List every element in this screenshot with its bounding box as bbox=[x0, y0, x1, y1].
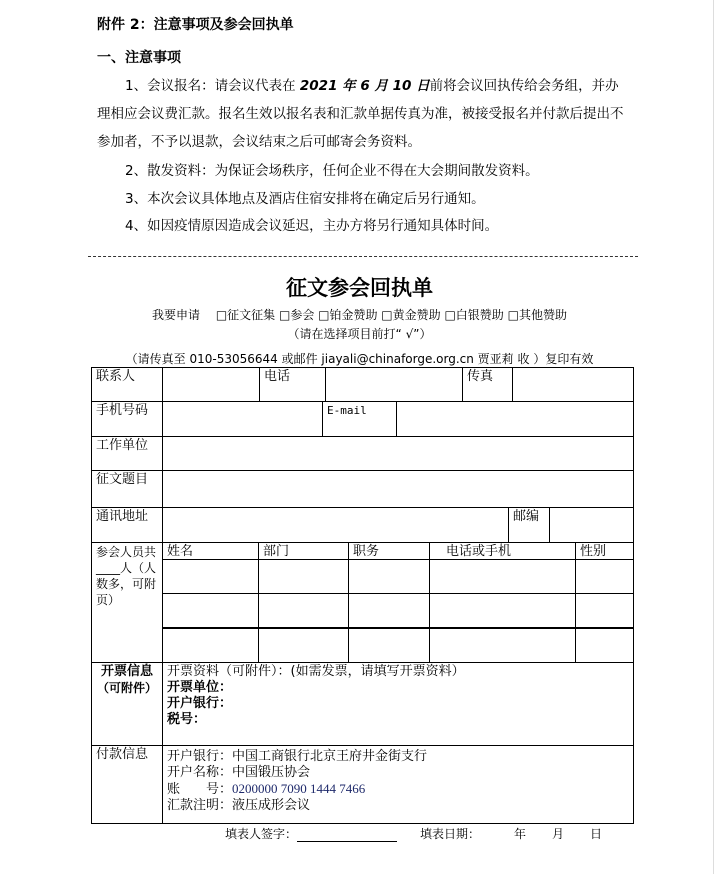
sign-line[interactable] bbox=[297, 841, 397, 842]
mobile-input[interactable] bbox=[162, 401, 323, 437]
apply-options[interactable]: 我要申请 □征文征集 □参会 □铂金赞助 □黄金赞助 □白银赞助 □其他赞助 bbox=[152, 308, 567, 322]
col-title: 职务 bbox=[348, 542, 430, 560]
col-name: 姓名 bbox=[162, 542, 259, 560]
form-title: 征文参会回执单 bbox=[286, 276, 433, 300]
contact-label: 联系人 bbox=[91, 367, 163, 402]
unit-label: 工作单位 bbox=[91, 436, 163, 471]
attendee-cell[interactable] bbox=[348, 628, 430, 663]
attendee-cell[interactable] bbox=[429, 559, 576, 594]
year-label: 年 bbox=[514, 827, 527, 841]
attendee-cell[interactable] bbox=[348, 593, 430, 628]
fax-label: 传真 bbox=[462, 367, 513, 402]
account-number: 0200000 7090 1444 7466 bbox=[232, 781, 366, 796]
payment-account bbox=[167, 781, 629, 798]
payment-name: 开户名称：中国锻压协会 bbox=[167, 765, 311, 780]
col-dept: 部门 bbox=[258, 542, 349, 560]
attendee-cell[interactable] bbox=[258, 593, 349, 628]
email-label: E-mail bbox=[322, 401, 397, 437]
invoice-label-sub: （可附件） bbox=[96, 681, 157, 695]
invoice-tax: 税号： bbox=[167, 712, 207, 727]
signature bbox=[225, 825, 397, 842]
paper-label: 征文题目 bbox=[91, 470, 163, 508]
section-heading: 一、注意事项 bbox=[97, 50, 181, 66]
col-phone: 电话或手机 bbox=[429, 542, 576, 560]
note-1 bbox=[97, 72, 632, 156]
zip-input[interactable] bbox=[549, 507, 634, 543]
contact-input[interactable] bbox=[162, 367, 260, 402]
attendee-cell[interactable] bbox=[575, 628, 634, 663]
mobile-label: 手机号码 bbox=[91, 401, 163, 437]
attachment-heading: 附件 2：注意事项及参会回执单 bbox=[97, 17, 294, 33]
address-label: 通讯地址 bbox=[91, 507, 163, 543]
payment-bank: 开户银行：中国工商银行北京王府井金街支行 bbox=[167, 749, 428, 764]
address-input[interactable] bbox=[162, 507, 509, 543]
attendee-cell[interactable] bbox=[162, 628, 259, 663]
month-label: 月 bbox=[552, 827, 565, 841]
payment-label: 付款信息 bbox=[91, 745, 163, 824]
cut-line bbox=[88, 256, 638, 257]
payment-note: 汇款注明：液压成形会议 bbox=[167, 798, 311, 813]
note-1-a: 1、会议报名：请会议代表在 bbox=[125, 78, 300, 94]
col-gender: 性别 bbox=[575, 542, 634, 560]
fax-input[interactable] bbox=[512, 367, 634, 402]
attendees-label: 参会人员共____人（人数多，可附页） bbox=[91, 542, 163, 663]
email-input[interactable] bbox=[396, 401, 634, 437]
attendee-cell[interactable] bbox=[162, 593, 259, 628]
invoice-label-text: 开票信息 bbox=[100, 664, 153, 679]
day-label: 日 bbox=[590, 827, 603, 841]
attendee-cell[interactable] bbox=[348, 559, 430, 594]
note-2: 2、散发资料：为保证会场秩序，任何企业不得在大会期间散发资料。 bbox=[125, 163, 539, 179]
attendee-cell[interactable] bbox=[429, 628, 576, 663]
note-3: 3、本次会议具体地点及酒店住宿安排将在确定后另行通知。 bbox=[125, 191, 485, 207]
paper-input[interactable] bbox=[162, 470, 634, 508]
attendee-cell[interactable] bbox=[429, 593, 576, 628]
note-4: 4、如因疫情原因造成会议延迟，主办方将另行通知具体时间。 bbox=[125, 218, 499, 234]
note-1-b: 前将会议回执传给会务组，并办理相应会议费汇款。报名生效以报名表和汇款单据传真为准，被接受报名并付款后提出不参加者，不予以退款，会议结束之后可邮寄会务资料。 bbox=[97, 78, 624, 150]
payment-content bbox=[162, 745, 634, 824]
page-edge bbox=[713, 0, 714, 874]
invoice-line: 开票资料（可附件）：(如需发票，请填写开票资料） bbox=[167, 664, 465, 679]
attendee-cell[interactable] bbox=[575, 559, 634, 594]
zip-label: 邮编 bbox=[508, 507, 550, 543]
attendee-cell[interactable] bbox=[258, 628, 349, 663]
deadline-date: 2021 年 6 月 10 日 bbox=[299, 78, 430, 94]
phone-input[interactable] bbox=[325, 367, 463, 402]
phone-label: 电话 bbox=[259, 367, 326, 402]
sign-label: 填表人签字： bbox=[225, 827, 298, 841]
account-label: 账 号： bbox=[167, 782, 233, 797]
fax-info: （请传真至 010-53056644 或邮件 jiayali@chinaforge.org.cn 贾亚莉 收 ）复印有效 bbox=[125, 352, 594, 366]
check-hint: （请在选择项目前打“ √”） bbox=[287, 327, 432, 341]
attendee-cell[interactable] bbox=[575, 593, 634, 628]
unit-input[interactable] bbox=[162, 436, 634, 471]
invoice-unit: 开票单位： bbox=[167, 680, 233, 695]
attendee-cell[interactable] bbox=[258, 559, 349, 594]
fill-date-label: 填表日期： bbox=[420, 827, 481, 841]
invoice-label bbox=[91, 662, 163, 746]
invoice-content[interactable] bbox=[162, 662, 634, 746]
invoice-bank: 开户银行： bbox=[167, 696, 233, 711]
attendee-cell[interactable] bbox=[162, 559, 259, 594]
